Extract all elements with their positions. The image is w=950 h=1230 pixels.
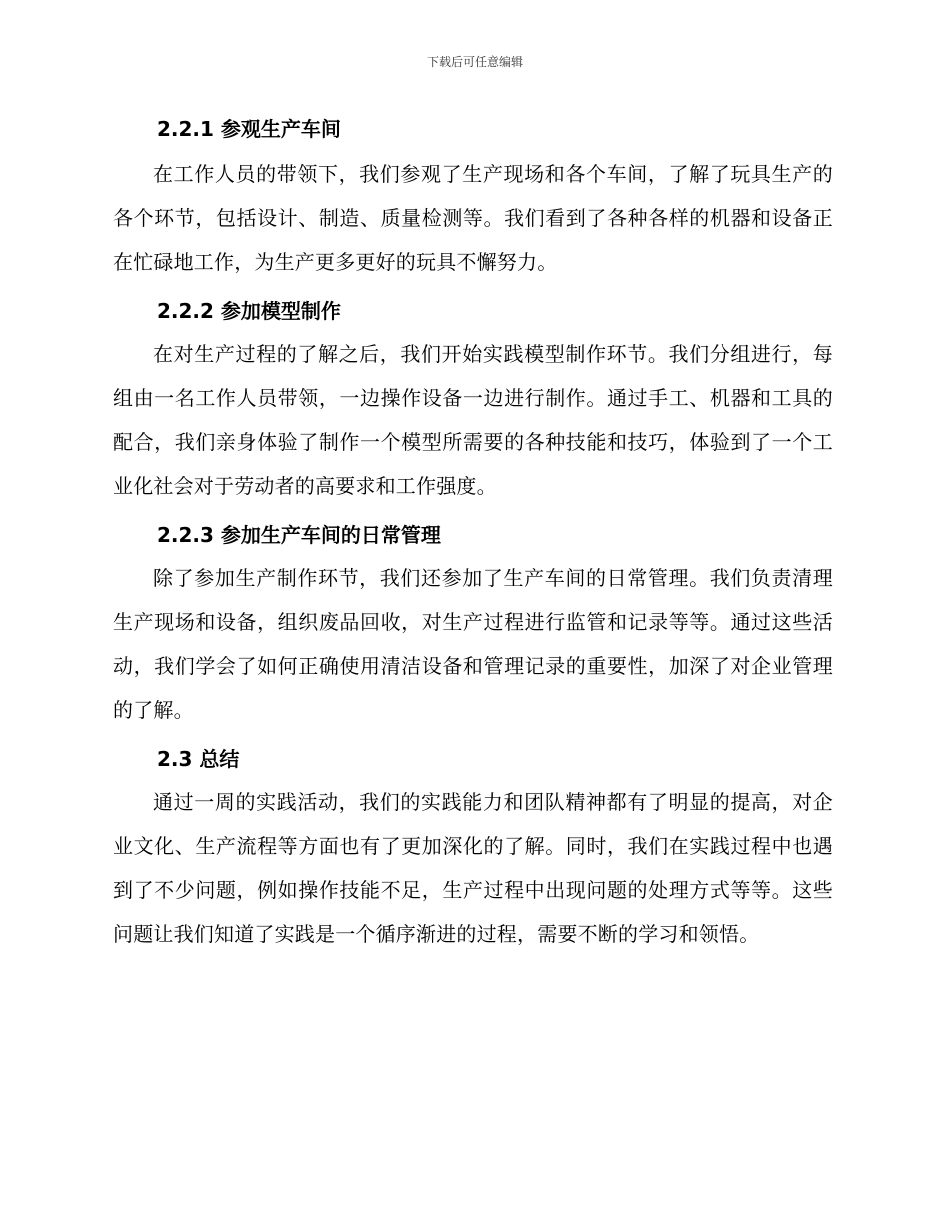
section-2-3	[113, 738, 833, 956]
section-paragraph: 通过一周的实践活动，我们的实践能力和团队精神都有了明显的提高，对企业文化、生产流程等方面也有了更加深化的了解。同时，我们在实践过程中也遇到了不少问题，例如操作技能不足，生产过程中出现问题的处理方式等等。这些问题让我们知道了实践是一个循序渐进的过程，需要不断的学习和领悟。	[113, 790, 833, 946]
section-paragraph: 在工作人员的带领下，我们参观了生产现场和各个车间，了解了玩具生产的各个环节，包括设计、制造、质量检测等。我们看到了各种各样的机器和设备正在忙碌地工作，为生产更多更好的玩具不懈努力。	[113, 162, 833, 274]
section-heading: 2.3 总结	[157, 747, 240, 771]
section-paragraph: 在对生产过程的了解之后，我们开始实践模型制作环节。我们分组进行，每组由一名工作人员带领，一边操作设备一边进行制作。通过手工、机器和工具的配合，我们亲身体验了制作一个模型所需要的各种技能和技巧，体验到了一个工业化社会对于劳动者的高要求和工作强度。	[113, 342, 833, 498]
document-body	[113, 108, 833, 962]
section-2-2-2	[113, 290, 833, 508]
page-header-note: 下载后可任意编辑	[426, 55, 523, 69]
section-heading: 2.2.1 参观生产车间	[157, 117, 341, 141]
section-paragraph: 除了参加生产制作环节，我们还参加了生产车间的日常管理。我们负责清理生产现场和设备，组织废品回收，对生产过程进行监管和记录等等。通过这些活动，我们学会了如何正确使用清洁设备和管理记录的重要性，加深了对企业管理的了解。	[113, 566, 833, 722]
section-2-2-3	[113, 514, 833, 732]
section-2-2-1	[113, 108, 833, 284]
section-heading: 2.2.3 参加生产车间的日常管理	[157, 523, 441, 547]
section-heading: 2.2.2 参加模型制作	[157, 299, 341, 323]
